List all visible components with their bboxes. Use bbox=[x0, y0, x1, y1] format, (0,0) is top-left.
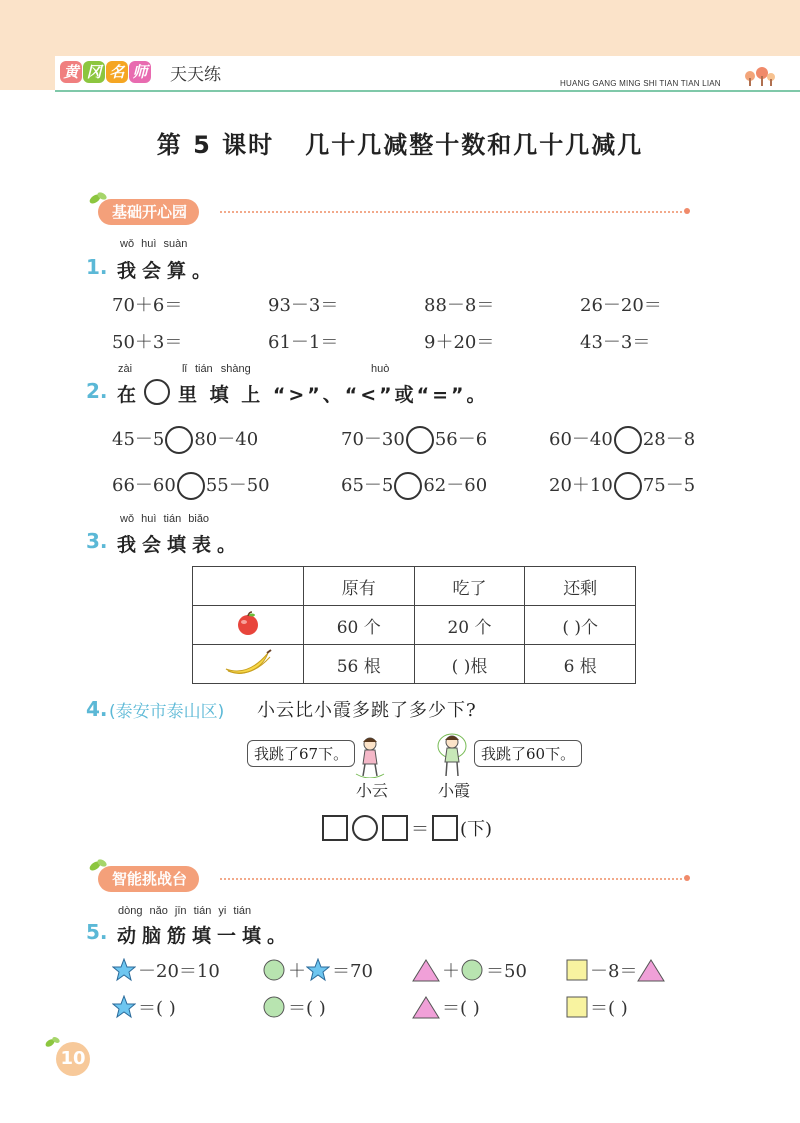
table-header: 吃了 bbox=[414, 567, 525, 606]
answer-box[interactable] bbox=[382, 815, 408, 841]
tree-icon bbox=[742, 66, 776, 88]
brand-char: 名 bbox=[106, 61, 128, 83]
q2-pinyin-zai: zài bbox=[118, 363, 133, 375]
q1-expr: 26－20＝ bbox=[580, 295, 662, 316]
compare-blank[interactable] bbox=[177, 472, 205, 500]
q5-number: 5. bbox=[86, 920, 108, 944]
q5-ans-triangle[interactable]: ＝( ) bbox=[412, 994, 480, 1020]
q3-number: 3. bbox=[86, 529, 108, 553]
table-cell-blank[interactable]: ( )个 bbox=[525, 606, 636, 645]
square-icon bbox=[566, 959, 588, 981]
q5-ans-star[interactable]: ＝( ) bbox=[112, 994, 176, 1020]
table-cell: 6 根 bbox=[525, 645, 636, 684]
triangle-icon bbox=[412, 995, 440, 1019]
brand-char: 师 bbox=[129, 61, 151, 83]
girl-skipping-icon bbox=[434, 732, 470, 778]
compare-blank[interactable] bbox=[614, 426, 642, 454]
brand-char: 冈 bbox=[83, 61, 105, 83]
operator-circle[interactable] bbox=[352, 815, 378, 841]
q2-number: 2. bbox=[86, 379, 108, 403]
star-icon bbox=[112, 958, 136, 982]
page-number: 10 bbox=[56, 1042, 90, 1076]
q2-pinyin-li: lǐ tián shàng bbox=[182, 363, 251, 375]
q3-instruction: 我会填表。 bbox=[117, 534, 243, 556]
q5-eq2: ＋ ＝70 bbox=[262, 957, 373, 983]
circle-icon bbox=[460, 958, 484, 982]
q5-instruction: 动脑筋填一填。 bbox=[117, 925, 293, 947]
table-header: 还剩 bbox=[525, 567, 636, 606]
circle-icon bbox=[262, 958, 286, 982]
q5-eq1: －20＝10 bbox=[112, 957, 220, 983]
q1-expr: 43－3＝ bbox=[580, 332, 651, 353]
brand-char: 黄 bbox=[60, 61, 82, 83]
q2-item: 60－40 28－8 bbox=[549, 425, 695, 454]
table-cell: 56 根 bbox=[303, 645, 414, 684]
compare-blank[interactable] bbox=[165, 426, 193, 454]
q4-source: (泰安市泰山区) bbox=[109, 702, 225, 722]
section-basic: 基础开心园 bbox=[98, 199, 199, 225]
q2-pinyin-huo: huò bbox=[371, 363, 390, 375]
divider-dot bbox=[684, 208, 690, 214]
banana-icon bbox=[222, 647, 274, 677]
speech-bubble-xiaoyun: 我跳了67下。 bbox=[247, 740, 355, 767]
compare-blank[interactable] bbox=[406, 426, 434, 454]
apple-icon bbox=[235, 610, 261, 636]
table-header: 原有 bbox=[303, 567, 414, 606]
triangle-icon bbox=[412, 958, 440, 982]
compare-blank[interactable] bbox=[394, 472, 422, 500]
table-row-label bbox=[193, 606, 304, 645]
star-icon bbox=[306, 958, 330, 982]
answer-box[interactable] bbox=[432, 815, 458, 841]
section-divider bbox=[220, 878, 682, 880]
q2-instruction-b: 里 填 上 “>”、“<”或“=”。 bbox=[178, 384, 489, 406]
q2-item: 45－5 80－40 bbox=[112, 425, 258, 454]
q1-expr: 93－3＝ bbox=[268, 295, 339, 316]
q1-expr: 9＋20＝ bbox=[424, 332, 495, 353]
divider-dot bbox=[684, 875, 690, 881]
name-xiaoyun: 小云 bbox=[356, 781, 389, 800]
answer-box[interactable] bbox=[322, 815, 348, 841]
compare-blank[interactable] bbox=[614, 472, 642, 500]
q4-answer-row: ＝ (下) bbox=[322, 815, 492, 841]
series-title: 天天练 bbox=[170, 65, 221, 85]
q5-ans-square[interactable]: ＝( ) bbox=[566, 994, 628, 1020]
q1-pinyin: wǒ huì suàn bbox=[120, 238, 188, 250]
table-cell: 20 个 bbox=[414, 606, 525, 645]
q5-eq4: －8＝ bbox=[566, 957, 667, 983]
q2-item: 65－5 62－60 bbox=[341, 471, 487, 500]
table-corner bbox=[193, 567, 304, 606]
table-row-label bbox=[193, 645, 304, 684]
name-xiaoxia: 小霞 bbox=[438, 781, 471, 800]
table-cell-blank[interactable]: ( )根 bbox=[414, 645, 525, 684]
square-icon bbox=[566, 996, 588, 1018]
speech-bubble-xiaoxia: 我跳了60下。 bbox=[474, 740, 582, 767]
girl-jumping-icon bbox=[352, 736, 388, 778]
q2-instruction-a: 在 bbox=[117, 384, 143, 406]
q1-expr: 50＋3＝ bbox=[112, 332, 183, 353]
q4-unit: (下) bbox=[460, 819, 493, 840]
section-divider bbox=[220, 211, 682, 213]
q5-eq3: ＋ ＝50 bbox=[412, 957, 527, 983]
section-challenge: 智能挑战台 bbox=[98, 866, 199, 892]
q1-number: 1. bbox=[86, 255, 108, 279]
q1-instruction: 我会算。 bbox=[117, 260, 218, 282]
q3-table bbox=[192, 566, 636, 684]
q5-pinyin: dòng nǎo jīn tián yi tián bbox=[118, 905, 252, 917]
q2-item: 20＋10 75－5 bbox=[549, 471, 695, 500]
q1-expr: 88－8＝ bbox=[424, 295, 495, 316]
table-cell: 60 个 bbox=[303, 606, 414, 645]
lesson-title: 第 5 课时 几十几减整十数和几十几减几 bbox=[156, 131, 644, 159]
q4-number: 4. bbox=[86, 697, 108, 721]
q2-item: 66－60 55－50 bbox=[112, 471, 270, 500]
circle-icon bbox=[262, 995, 286, 1019]
q5-ans-circle[interactable]: ＝( ) bbox=[262, 994, 326, 1020]
q4-question: 小云比小霞多跳了多少下? bbox=[257, 700, 477, 721]
brand-pinyin: HUANG GANG MING SHI TIAN TIAN LIAN bbox=[560, 79, 721, 88]
q3-pinyin: wǒ huì tián biǎo bbox=[120, 513, 210, 525]
star-icon bbox=[112, 995, 136, 1019]
triangle-icon bbox=[637, 958, 665, 982]
q2-item: 70－30 56－6 bbox=[341, 425, 487, 454]
circle-blank-icon bbox=[144, 379, 170, 405]
q1-expr: 70＋6＝ bbox=[112, 295, 183, 316]
q1-expr: 61－1＝ bbox=[268, 332, 339, 353]
brand-logo bbox=[60, 61, 152, 83]
